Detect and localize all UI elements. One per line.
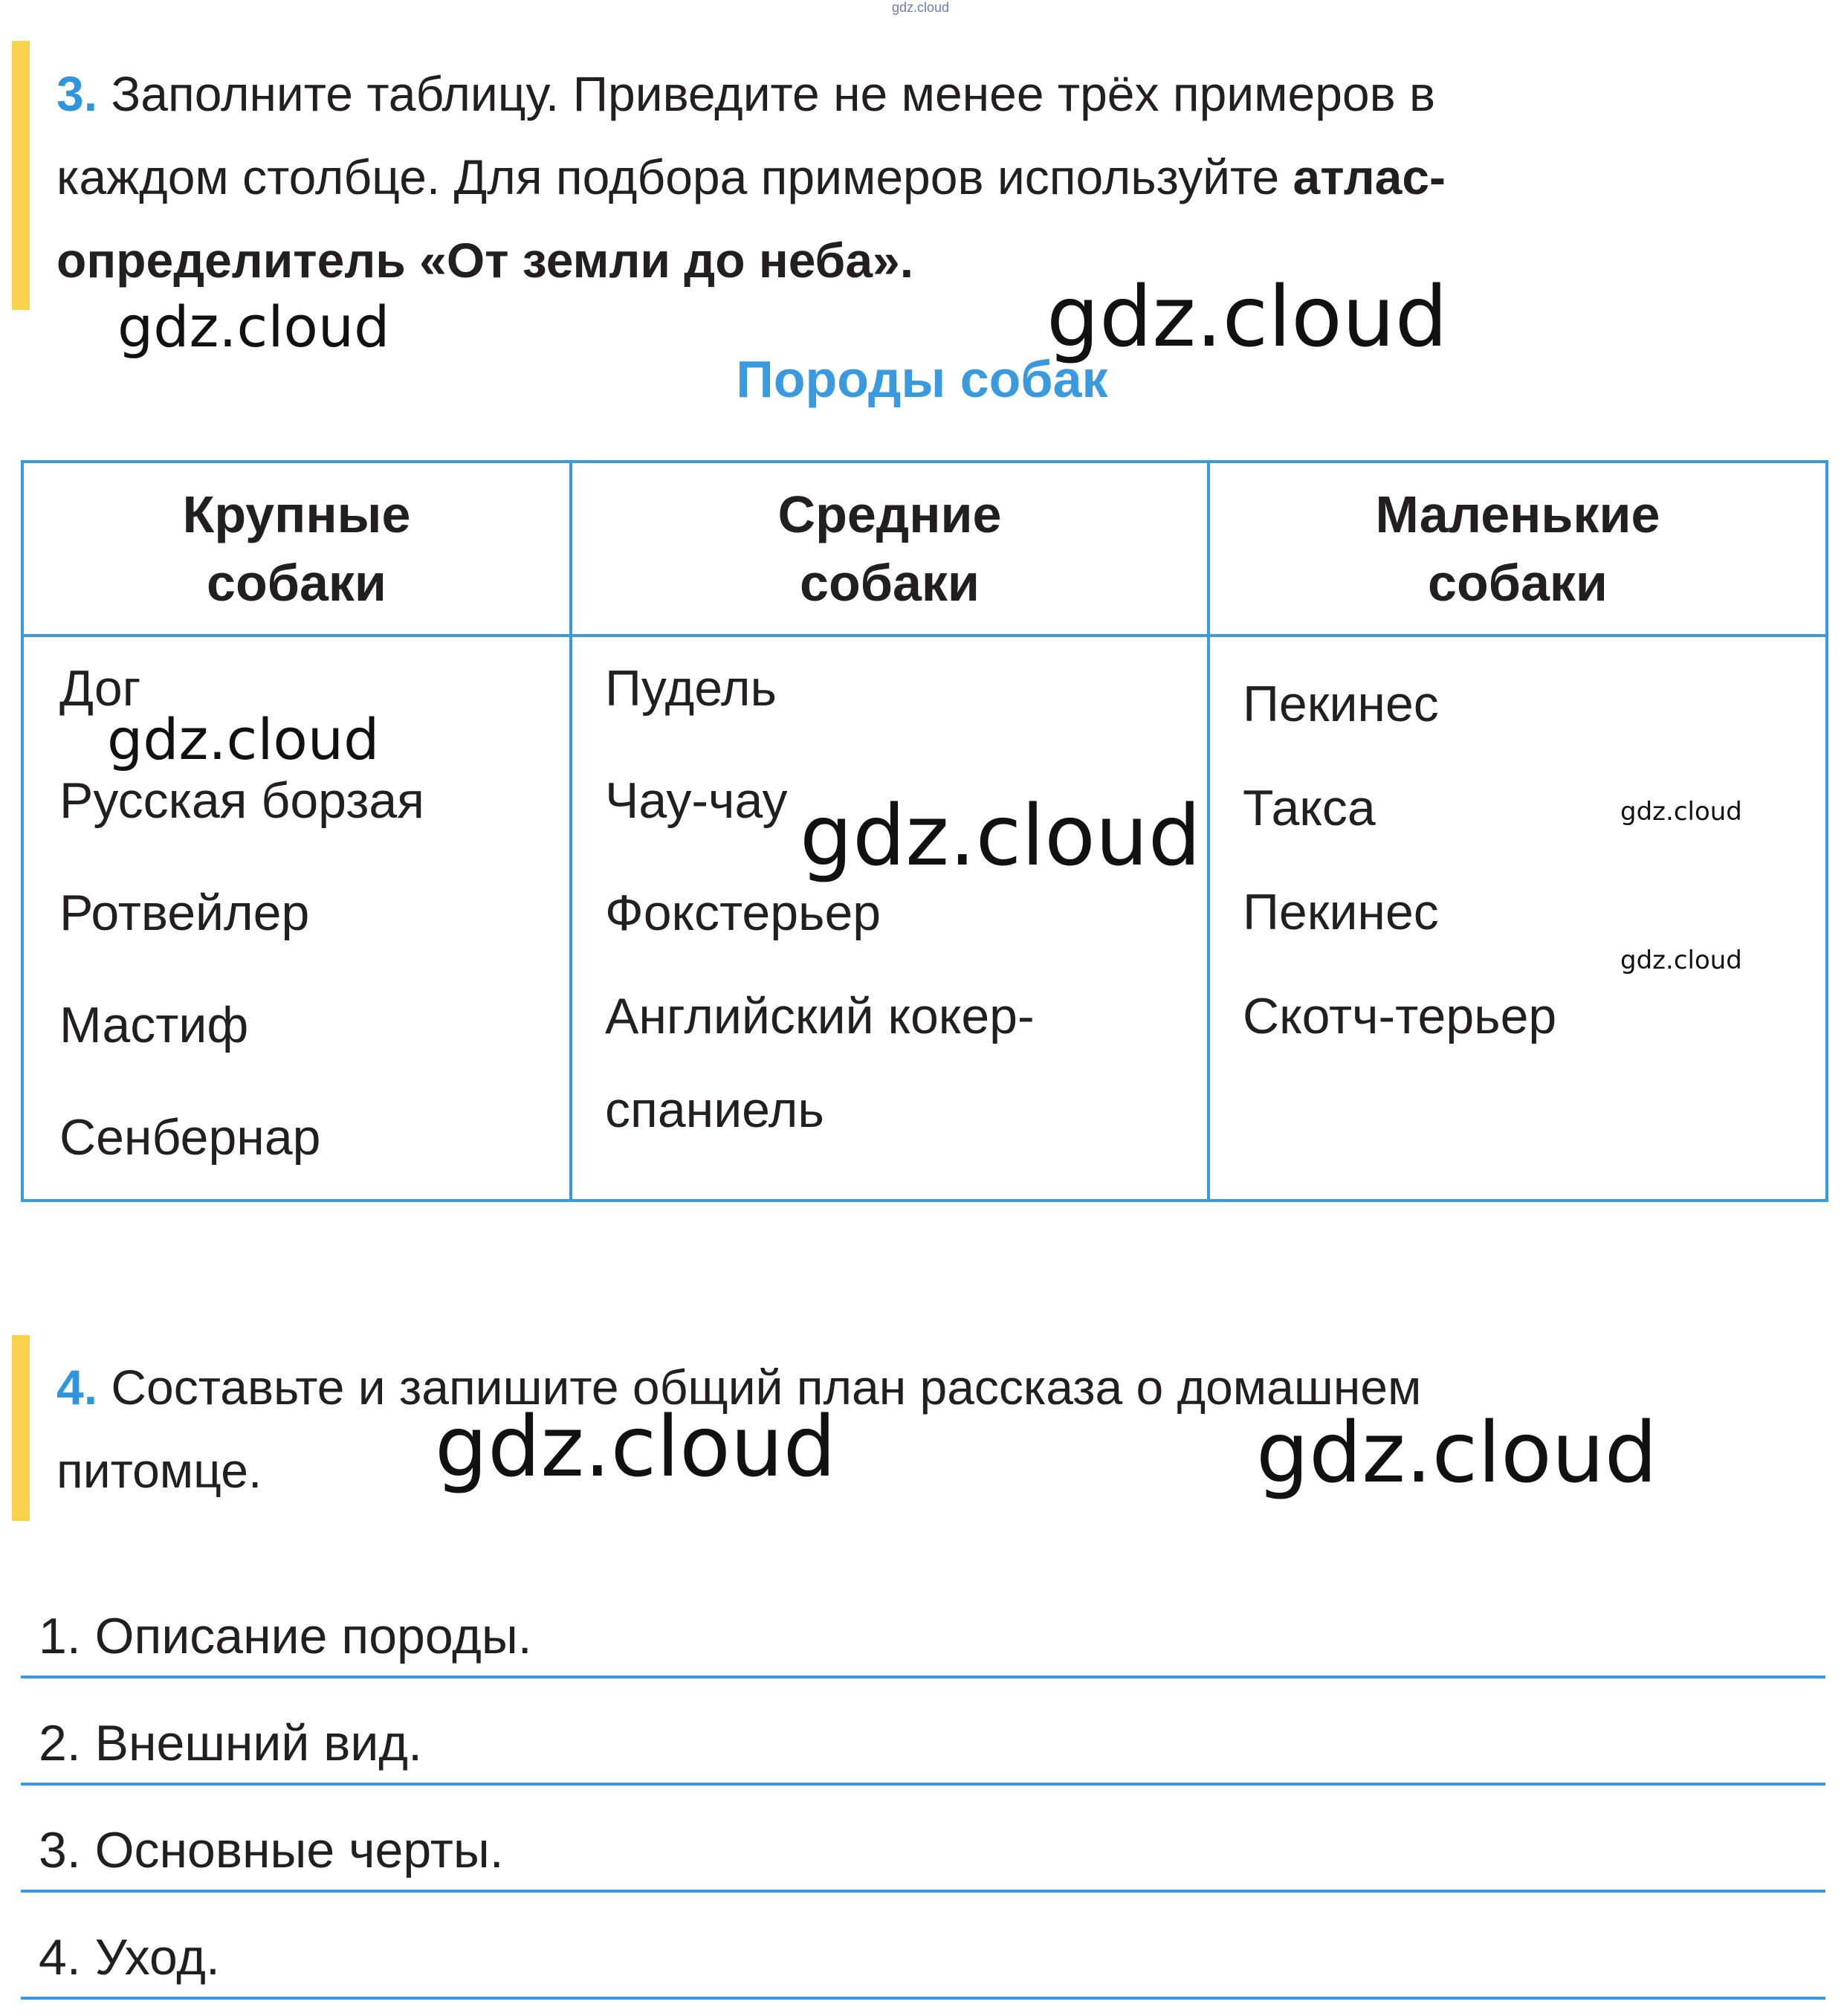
watermark: gdz.cloud [800,788,1201,885]
list-item: Скотч-терьер [1243,988,1557,1044]
top-watermark: gdz.cloud [892,0,950,15]
watermark: gdz.cloud [1256,1405,1657,1502]
list-item: Пудель [605,660,777,717]
list-item: Дог [59,660,141,717]
header-small-dogs: Маленькие собаки [1209,462,1827,636]
list-item: Английский кокер- [605,988,1035,1044]
small-dogs-cell [1209,636,1827,1201]
plan-item-2: 2. Внешний вид. [21,1680,1825,1786]
list-item: Пекинес [1243,676,1439,732]
task4-line1: 4. Составьте и запишите общий план рассказа о домашнем [56,1360,1422,1415]
list-item: Чау-чау [605,772,788,829]
list-item: Русская борзая [59,772,425,829]
task4-line2: питомце. [56,1443,262,1498]
table-title: Породы собак [736,350,1108,408]
list-item: Такса [1243,780,1376,836]
watermark: gdz.cloud [1620,797,1742,827]
list-item: Пекинес [1243,884,1439,940]
header-medium-dogs: Средние собаки [571,462,1209,636]
task3-number: 3. [56,66,98,121]
list-item: спаниель [605,1082,824,1138]
task3-line2: каждом столбце. Для подбора примеров используйте атлас- [56,149,1446,204]
watermark: gdz.cloud [107,706,380,772]
task4-number: 4. [56,1360,98,1415]
list-item: Сенбернар [59,1109,321,1166]
task3-text [56,52,1721,302]
task4-accent-bar [12,1335,30,1521]
header-large-dogs: Крупные собаки [22,462,571,636]
list-item: Ротвейлер [59,885,310,941]
plan-item-1: 1. Описание породы. [21,1573,1825,1679]
watermark: gdz.cloud [1046,269,1448,366]
plan-item-4: 4. Уход. [21,1894,1825,2000]
list-item: Мастиф [59,997,249,1053]
task3-accent-bar [12,41,30,310]
list-item: Фокстерьер [605,885,881,941]
plan-item-3: 3. Основные черты. [21,1787,1825,1893]
watermark: gdz.cloud [1620,946,1742,975]
medium-dogs-cell [571,636,1209,1201]
task3-line1: 3. Заполните таблицу. Приведите не менее трёх примеров в [56,66,1436,121]
task3-line3: определитель «От земли до неба». [56,233,914,288]
watermark: gdz.cloud [117,294,390,360]
watermark: gdz.cloud [435,1399,836,1496]
